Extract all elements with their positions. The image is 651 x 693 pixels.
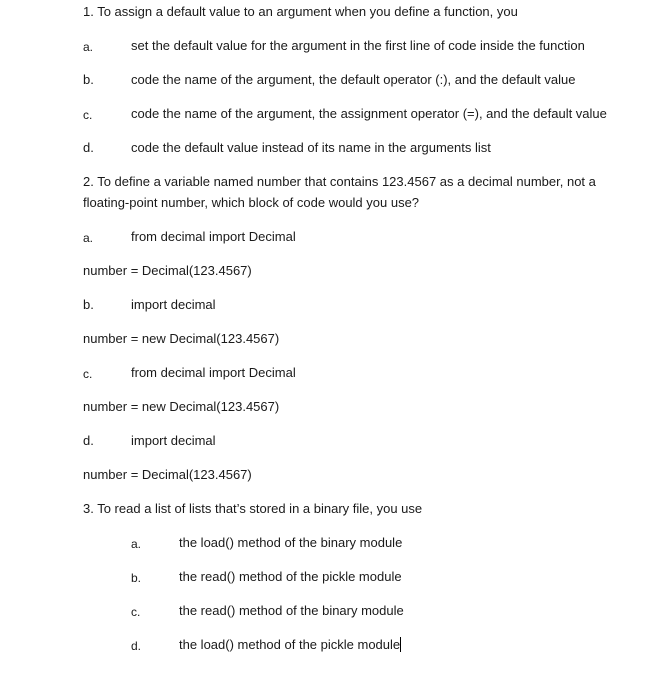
q1-option-d-text: code the default value instead of its name in the arguments list (131, 140, 491, 155)
q3-option-d-row (179, 637, 401, 653)
q2-option-a-line2: number = Decimal(123.4567) (83, 263, 252, 278)
q2-option-c-letter: c. (83, 367, 93, 381)
q2-option-b-letter: b. (83, 297, 94, 312)
q3-option-d-text: the load() method of the pickle module (179, 637, 401, 652)
q2-option-b-line1: import decimal (131, 297, 216, 312)
q2-option-a-letter: a. (83, 231, 94, 245)
q1-option-a-letter: a. (83, 40, 94, 54)
q3-option-b-letter: b. (131, 571, 142, 585)
q1-option-b-text: code the name of the argument, the default operator (:), and the default value (131, 72, 576, 87)
q2-option-b-line2: number = new Decimal(123.4567) (83, 331, 280, 346)
q2-option-c-line2: number = new Decimal(123.4567) (83, 399, 280, 414)
question-2-text-line2: floating-point number, which block of code would you use? (83, 195, 420, 210)
q2-option-d-line2: number = Decimal(123.4567) (83, 467, 252, 482)
q2-option-d-line1: import decimal (131, 433, 216, 448)
q3-option-d-letter: d. (131, 639, 142, 653)
q2-option-a-line1: from decimal import Decimal (131, 229, 296, 244)
q1-option-c-letter: c. (83, 108, 93, 122)
q3-option-c-letter: c. (131, 605, 141, 619)
q1-option-b-letter: b. (83, 72, 94, 87)
q3-option-b-text: the read() method of the pickle module (179, 569, 402, 584)
q1-option-d-letter: d. (83, 140, 94, 155)
q2-option-c-line1: from decimal import Decimal (131, 365, 296, 380)
q1-option-c-text: code the name of the argument, the assignment operator (=), and the default value (131, 106, 607, 121)
q1-option-a-text: set the default value for the argument in the first line of code inside the function (131, 38, 585, 53)
question-3-text: 3. To read a list of lists that’s stored in a binary file, you use (83, 501, 423, 516)
q3-option-c-text: the read() method of the binary module (179, 603, 404, 618)
question-1-text: 1. To assign a default value to an argument when you define a function, you (83, 4, 518, 19)
q3-option-a-text: the load() method of the binary module (179, 535, 403, 550)
q2-option-d-letter: d. (83, 433, 94, 448)
text-cursor (400, 637, 401, 652)
q3-option-a-letter: a. (131, 537, 142, 551)
question-2-text-line1: 2. To define a variable named number that contains 123.4567 as a decimal number, not a (83, 174, 596, 189)
